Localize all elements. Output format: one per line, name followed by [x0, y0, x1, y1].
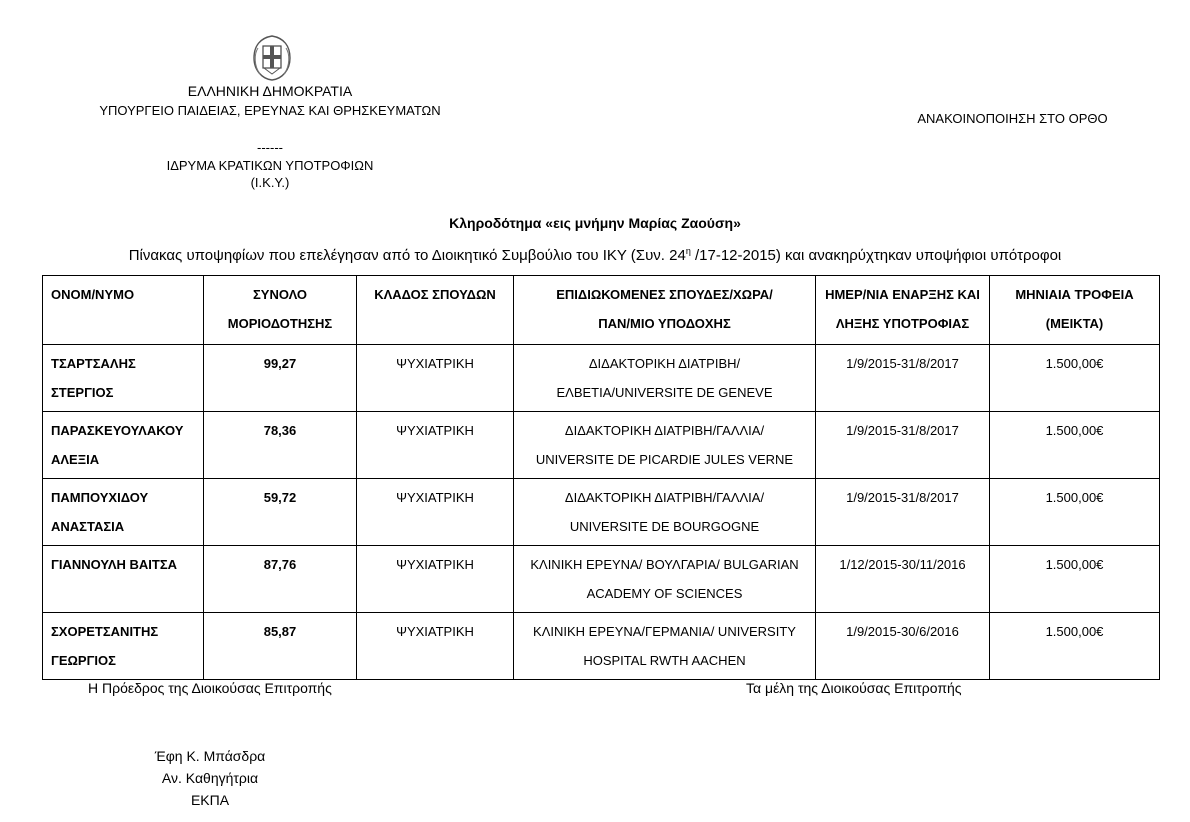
cell-stipend: 1.500,00€	[990, 613, 1160, 680]
cell-field: ΨΥΧΙΑΤΡΙΚΗ	[357, 546, 514, 613]
subtitle-text-end: /17-12-2015) και ανακηρύχτηκαν υποψήφιοι υπότροφοι	[690, 247, 1062, 264]
cell-studies: ΚΛΙΝΙΚΗ ΕΡΕΥΝΑ/ ΒΟΥΛΓΑΡΙΑ/ BULGARIAN ACADEMY OF SCIENCES	[514, 546, 816, 613]
cell-studies: ΔΙΔΑΚΤΟΡΙΚΗ ΔΙΑΤΡΙΒΗ/ΓΑΛΛΙΑ/ UNIVERSITE DE PICARDIE JULES VERNE	[514, 412, 816, 479]
cell-score: 87,76	[204, 546, 357, 613]
col-stipend: ΜΗΝΙΑΙΑ ΤΡΟΦΕΙΑ (ΜΕΙΚΤΑ)	[990, 276, 1160, 345]
table-row	[43, 345, 1160, 412]
cell-stipend: 1.500,00€	[990, 546, 1160, 613]
table-row	[43, 479, 1160, 546]
signer-block	[145, 745, 275, 811]
header-foundation: ΙΔΡΥΜΑ ΚΡΑΤΙΚΩΝ ΥΠΟΤΡΟΦΙΩΝ	[166, 158, 374, 173]
greek-coat-of-arms-icon	[250, 34, 294, 82]
cell-studies: ΔΙΔΑΚΤΟΡΙΚΗ ΔΙΑΤΡΙΒΗ/ΓΑΛΛΙΑ/ UNIVERSITE DE BOURGOGNE	[514, 479, 816, 546]
cell-stipend: 1.500,00€	[990, 479, 1160, 546]
cell-dates: 1/9/2015-31/8/2017	[816, 479, 990, 546]
cell-studies: ΔΙΔΑΚΤΟΡΙΚΗ ΔΙΑΤΡΙΒΗ/ ΕΛΒΕΤΙΑ/UNIVERSITE DE GENEVE	[514, 345, 816, 412]
table-header-row	[43, 276, 1160, 345]
subtitle-text: Πίνακας υποψηφίων που επελέγησαν από το Διοικητικό Συμβούλιο του ΙΚΥ (Συν. 24	[128, 247, 686, 264]
signer-title: Αν. Καθηγήτρια ΕΚΠΑ	[161, 770, 259, 808]
cell-stipend: 1.500,00€	[990, 345, 1160, 412]
cell-stipend: 1.500,00€	[990, 412, 1160, 479]
col-name: ΟΝΟΜ/ΝΥΜΟ	[43, 276, 204, 345]
cell-name: ΠΑΜΠΟΥΧΙΔΟΥ ΑΝΑΣΤΑΣΙΑ	[43, 479, 204, 546]
cell-dates: 1/9/2015-31/8/2017	[816, 345, 990, 412]
cell-dates: 1/12/2015-30/11/2016	[816, 546, 990, 613]
president-signature-label: Η Πρόεδρος της Διοικούσας Επιτροπής	[88, 680, 332, 696]
cell-field: ΨΥΧΙΑΤΡΙΚΗ	[357, 613, 514, 680]
candidates-table	[42, 275, 1160, 680]
cell-field: ΨΥΧΙΑΤΡΙΚΗ	[357, 412, 514, 479]
cell-name: ΠΑΡΑΣΚΕΥΟΥΛΑΚΟΥ ΑΛΕΞΙΑ	[43, 412, 204, 479]
document-title: Κληροδότημα «εις μνήμην Μαρίας Ζαούση»	[449, 215, 741, 231]
cell-score: 78,36	[204, 412, 357, 479]
cell-score: 59,72	[204, 479, 357, 546]
table-row	[43, 546, 1160, 613]
cell-studies: ΚΛΙΝΙΚΗ ΕΡΕΥΝΑ/ΓΕΡΜΑΝΙΑ/ UNIVERSITY HOSPITAL RWTH AACHEN	[514, 613, 816, 680]
col-dates: ΗΜΕΡ/ΝΙΑ ΕΝΑΡΞΗΣ ΚΑΙ ΛΗΞΗΣ ΥΠΟΤΡΟΦΙΑΣ	[816, 276, 990, 345]
header-country: ΕΛΛΗΝΙΚΗ ΔΗΜΟΚΡΑΤΙΑ	[187, 83, 353, 99]
header-foundation-abbr: (Ι.Κ.Υ.)	[250, 175, 290, 190]
cell-dates: 1/9/2015-30/6/2016	[816, 613, 990, 680]
cell-score: 99,27	[204, 345, 357, 412]
col-field: ΚΛΑΔΟΣ ΣΠΟΥΔΩΝ	[357, 276, 514, 345]
header-ministry: ΥΠΟΥΡΓΕΙΟ ΠΑΙΔΕΙΑΣ, ΕΡΕΥΝΑΣ ΚΑΙ ΘΡΗΣΚΕΥΜΑΤΩΝ	[99, 103, 441, 118]
col-studies: ΕΠΙΔΙΩΚΟΜΕΝΕΣ ΣΠΟΥΔΕΣ/ΧΩΡΑ/ ΠΑΝ/ΜΙΟ ΥΠΟΔΟΧΗΣ	[514, 276, 816, 345]
subtitle-superscript: η	[685, 246, 691, 256]
header-notice: ΑΝΑΚΟΙΝΟΠΟΙΗΣΗ ΣΤΟ ΟΡΘΟ	[917, 111, 1108, 126]
table-row	[43, 613, 1160, 680]
cell-name: ΤΣΑΡΤΣΑΛΗΣ ΣΤΕΡΓΙΟΣ	[43, 345, 204, 412]
cell-dates: 1/9/2015-31/8/2017	[816, 412, 990, 479]
table-row	[43, 412, 1160, 479]
col-score: ΣΥΝΟΛΟ ΜΟΡΙΟΔΟΤΗΣΗΣ	[204, 276, 357, 345]
members-signature-label: Τα μέλη της Διοικούσας Επιτροπής	[746, 680, 962, 696]
document-subtitle	[0, 246, 1190, 264]
cell-field: ΨΥΧΙΑΤΡΙΚΗ	[357, 479, 514, 546]
cell-name: ΓΙΑΝΝΟΥΛΗ ΒΑΙΤΣΑ	[43, 546, 204, 613]
signer-name: Έφη Κ. Μπάσδρα	[154, 748, 266, 764]
cell-name: ΣΧΟΡΕΤΣΑΝΙΤΗΣ ΓΕΩΡΓΙΟΣ	[43, 613, 204, 680]
header-separator: ------	[257, 140, 283, 155]
cell-field: ΨΥΧΙΑΤΡΙΚΗ	[357, 345, 514, 412]
cell-score: 85,87	[204, 613, 357, 680]
